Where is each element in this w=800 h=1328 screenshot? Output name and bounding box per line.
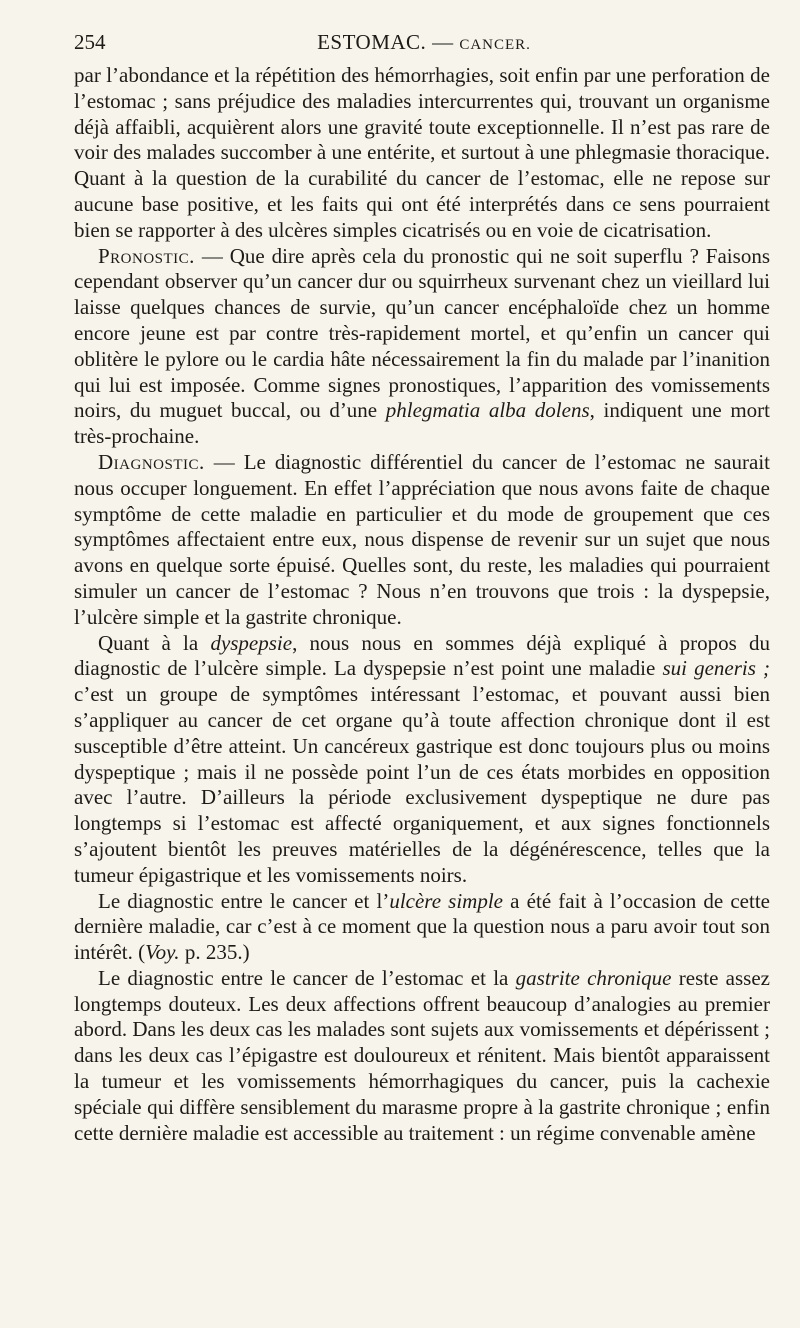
running-title-separator: —	[426, 30, 460, 54]
running-header	[74, 30, 774, 58]
paragraph-4-italic-1: dyspepsie	[210, 630, 293, 655]
section-heading-diagnostic: Diagnostic.	[98, 449, 205, 474]
paragraph-diagnostic	[74, 450, 770, 631]
paragraph-4-text-b: , nous nous en sommes déjà expliqué à propos du diagnostic de l’ulcère simple. La dyspepsie n’est point une maladie	[74, 630, 771, 681]
paragraph-continuation	[74, 63, 770, 244]
page-number: 254	[74, 30, 106, 54]
paragraph-5-text-b: a été fait à l’occasion de cette dernière maladie, car c’est à ce moment que la question nous a paru avoir tout son intérêt. (	[74, 888, 770, 965]
section-heading-pronostic: Pronostic.	[98, 243, 195, 268]
paragraph-4-text-a: Quant à la	[98, 630, 211, 655]
paragraph-3-text: — Le diagnostic différentiel du cancer de l’estomac ne saurait nous occuper longuement. En effet l’appréciation que nous avons faite de chaque symptôme de cette maladie en particulier et du mode de groupement que ces symptômes affectaient entre eux, nous dispense de revenir sur un sujet que nous avons en quelque sorte épuisé. Quelles sont, du reste, les maladies qui pourraient simuler un cancer de l’estomac ? Nous n’en trouvons que trois : la dyspepsie, l’ulcère simple et la gastrite chronique.	[74, 449, 770, 629]
running-title	[74, 30, 774, 55]
paragraph-gastrite	[74, 966, 770, 1147]
paragraph-6-text-b: reste assez longtemps douteux. Les deux affections offrent beaucoup d’analogies au premier abord. Dans les deux cas les malades sont sujets aux vomissements et dépérissent ; dans les deux cas l’épigastre est douloureux et rénitent. Mais bientôt apparaissent la tumeur et les vomissements hémorrhagiques du cancer, puis la cachexie spéciale qui diffère sensiblement du marasme propre à la gastrite chronique ; enfin cette dernière maladie est accessible au traitement : un régime convenable amène	[74, 965, 770, 1145]
paragraph-2-text-b: , indiquent une mort très-prochaine.	[74, 398, 771, 449]
paragraph-2-text-a: — Que dire après cela du pronostic qui ne soit superflu ? Faisons cependant observer qu’un cancer dur ou squirrheux survenant chez un vieillard lui laisse quelques chances de survie, qu’un cancer encéphaloïde chez un homme encore jeune est par contre très-rapidement mortel, et qu’enfin un cancer qui oblitère le pylore ou le cardia hâte nécessairement la fin du malade par l’inanition qui lui est imposée. Comme signes pronostiques, l’apparition des vomissements noirs, du muguet buccal, ou d’une	[74, 243, 770, 423]
paragraph-5-italic-1: ulcère simple	[389, 888, 504, 913]
running-title-main: ESTOMAC.	[317, 30, 427, 54]
paragraph-4-text-c: c’est un groupe de symptômes intéressant l’estomac, et pouvant aussi bien s’appliquer au cancer de cet organe qu’à toute affection chronique dont il est susceptible d’être atteint. Un cancéreux gastrique est donc toujours plus ou moins dyspeptique ; mais il ne possède point l’un de ces états morbides en opposition avec l’autre. D’ailleurs la période exclusivement dyspeptique ne dure pas longtemps si l’estomac est affecté organiquement, et aux signes fonctionnels s’ajoutent bientôt les preuves matérielles de la dégénérescence, telles que la tumeur épigastrique et les vomissements noirs.	[74, 682, 770, 887]
paragraph-2-italic: phlegmatia alba dolens	[385, 398, 590, 423]
running-title-sub: CANCER.	[459, 37, 531, 53]
paragraph-1-text: par l’abondance et la répétition des hémorrhagies, soit enfin par une perforation de l’estomac ; sans préjudice des maladies intercurrentes qui, trouvant un organisme déjà affaibli, acquièrent alors une gravité toute exceptionnelle. Il n’est pas rare de voir des malades succomber à une entérite, et surtout à une phlegmasie thoracique. Quant à la question de la curabilité du cancer de l’estomac, elle ne repose sur aucune base positive, et les faits qui ont été interprétés dans ce sens pourraient bien se rapporter à des ulcères simples cicatrisés ou en voie de cicatrisation.	[74, 63, 770, 242]
paragraph-dyspepsie	[74, 631, 770, 889]
paragraph-5-italic-2: Voy.	[145, 940, 180, 965]
paragraph-5-text-c: p. 235.)	[179, 940, 250, 965]
paragraph-pronostic	[74, 244, 770, 450]
paragraph-5-text-a: Le diagnostic entre le cancer et l’	[98, 888, 390, 913]
body-text	[74, 63, 770, 1146]
paragraph-ulcere	[74, 889, 770, 966]
paragraph-4-italic-2: sui generis ;	[662, 656, 770, 681]
paragraph-6-italic: gastrite chronique	[515, 965, 672, 990]
paragraph-6-text-a: Le diagnostic entre le cancer de l’estomac et la	[98, 965, 516, 990]
